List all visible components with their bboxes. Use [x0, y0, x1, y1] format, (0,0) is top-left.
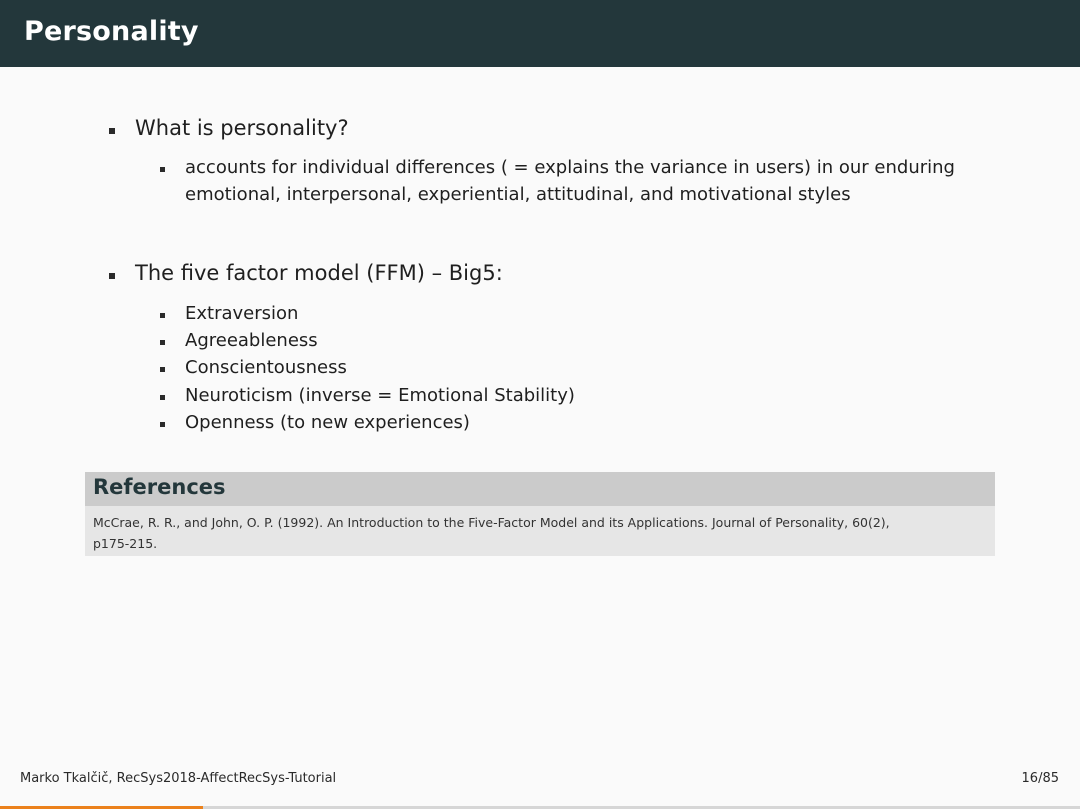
- references-body: [85, 506, 995, 556]
- slide-title: Personality: [24, 16, 199, 47]
- footer-author: Marko Tkalčič, RecSys2018-AffectRecSys-Tutorial: [20, 771, 337, 786]
- sub-item-conscientiousness: Conscientousness: [185, 357, 347, 378]
- sub-item-openness: Openness (to new experiences): [185, 412, 470, 433]
- reference-line-1: McCrae, R. R., and John, O. P. (1992). An Introduction to the Five-Factor Model and its Applications. Journal of Personality, 60(2),: [93, 515, 890, 530]
- sub-item-extraversion: Extraversion: [185, 303, 299, 324]
- sub-item-definition-line2: emotional, interpersonal, experiential, attitudinal, and motivational styles: [185, 184, 851, 205]
- bullet-marker: [160, 422, 165, 427]
- bullet-marker: [160, 340, 165, 345]
- bullet-marker: [160, 395, 165, 400]
- page-number: 16/85: [1021, 771, 1059, 786]
- references-block: [85, 472, 995, 556]
- bullet-item-five-factor-model: The five factor model (FFM) – Big5:: [135, 261, 503, 285]
- sub-item-definition-line1: accounts for individual differences ( = explains the variance in users) in our enduring: [185, 157, 955, 178]
- reference-entry: [93, 512, 985, 554]
- references-title: References: [93, 475, 226, 499]
- bullet-marker: [109, 128, 115, 134]
- sub-item-agreeableness: Agreeableness: [185, 330, 318, 351]
- bullet-marker: [160, 367, 165, 372]
- bullet-marker: [160, 313, 165, 318]
- slide-header: [0, 0, 1080, 67]
- sub-item-neuroticism: Neuroticism (inverse = Emotional Stability): [185, 385, 575, 406]
- bullet-marker: [109, 273, 115, 279]
- references-header: [85, 472, 995, 506]
- reference-line-2: p175-215.: [93, 536, 158, 551]
- bullet-marker: [160, 167, 165, 172]
- bullet-item-what-is-personality: What is personality?: [135, 116, 349, 140]
